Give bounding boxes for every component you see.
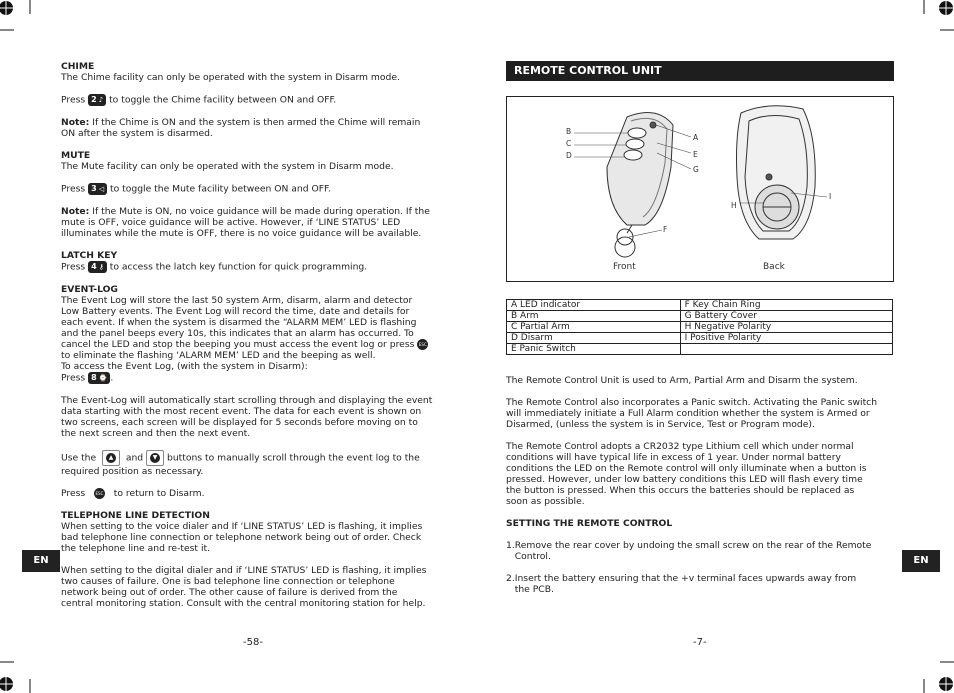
event-log-line: to eliminate the flashing ‘ALARM MEM’ LED and the beeping as well. — [61, 350, 376, 361]
page-number-right: -7- — [693, 637, 707, 648]
callout-e: E — [693, 150, 698, 159]
telephone-line: central monitoring station. Consult with the central monitoring station for help. — [61, 598, 426, 609]
section-header: REMOTE CONTROL UNIT — [506, 61, 894, 81]
back-caption: Back — [763, 262, 785, 272]
remote-front-drawing — [607, 113, 673, 258]
table-row: C Partial Arm H Negative Polarity — [507, 322, 893, 333]
legend-table — [506, 299, 893, 355]
body-paragraph: The Remote Control Unit is used to Arm, Partial Arm and Disarm the system. — [506, 375, 858, 386]
callout-g: G — [693, 165, 699, 174]
chime-press-line: Press 2 ♪ to toggle the Chime facility between ON and OFF. — [61, 94, 337, 106]
telephone-line: network being out of order. The other cause of failure is derived from the — [61, 587, 398, 598]
table-row: B Arm G Battery Cover — [507, 311, 893, 322]
telephone-line: the telephone line and re-test it. — [61, 543, 211, 554]
event-log-line: cancel the LED and stop the beeping you must access the event log or press ESC — [61, 339, 427, 350]
event-log-line: The Event Log will store the last 50 system Arm, disarm, alarm and detector — [61, 295, 413, 306]
callout-i: I — [829, 192, 832, 201]
event-log-line: Low Battery events. The Event Log will record the time, date and details for — [61, 306, 410, 317]
remote-illustration — [507, 97, 892, 280]
event-log-line: data starting with the most recent event. The data for each event is shown on — [61, 406, 422, 417]
chime-title: CHIME — [61, 61, 95, 72]
event-log-line: The Event-Log will automatically start scrolling through and displaying the event — [61, 395, 433, 406]
body-line: will immediately initiate a Full Alarm condition whether the system is Armed or — [506, 408, 870, 419]
key-2-icon: 2 ♪ — [88, 94, 106, 106]
chime-note: Note: If the Chime is ON and the system is then armed the Chime will remain — [61, 117, 421, 128]
event-log-use-line: Use the ▲ and ▼ buttons to manually scroll through the event log to the — [61, 450, 451, 466]
setting-title: SETTING THE REMOTE CONTROL — [506, 518, 673, 529]
event-log-line: and the panel beeps every 10s, this indicates that an alarm has occurred. To — [61, 328, 414, 339]
step-line: 2.Insert the battery ensuring that the +v terminal faces upwards away from — [506, 573, 857, 584]
remote-back-drawing — [737, 106, 816, 239]
callout-d: D — [566, 151, 572, 160]
right-page-column — [506, 375, 901, 595]
key-8-icon: 8 ⌚ — [88, 372, 110, 384]
latch-title: LATCH KEY — [61, 250, 118, 261]
left-page-column — [61, 61, 451, 609]
mute-intro: The Mute facility can only be operated with the system in Disarm mode. — [61, 161, 394, 172]
body-line: conditions the LED on the Remote control will only illuminate when a button is — [506, 463, 867, 474]
callout-c: C — [566, 139, 572, 148]
remote-figure — [506, 96, 894, 282]
table-row: E Panic Switch — [507, 344, 893, 355]
event-log-press-line: Press 8 ⌚ . — [61, 372, 114, 384]
language-tab-right: EN — [902, 550, 940, 572]
key-4-icon: 4 ⚷ — [88, 261, 107, 273]
down-arrow-key-icon: ▼ — [146, 450, 164, 466]
body-line: Disarmed, (unless the system is in Service, Test or Program mode). — [506, 419, 815, 430]
telephone-line: bad telephone line connection or telephone network being out of order. Check — [61, 532, 422, 543]
telephone-line: When setting to the digital dialer and if ‘LINE STATUS’ LED is flashing, it implies — [61, 565, 427, 576]
event-log-line: To access the Event Log, (with the system in Disarm): — [61, 361, 308, 372]
latch-press-line: Press 4 ⚷ to access the latch key function for quick programming. — [61, 261, 368, 273]
event-log-line: the next screen and then the next event. — [61, 428, 251, 439]
step-line: 1.Remove the rear cover by undoing the small screw on the rear of the Remote — [506, 540, 872, 551]
language-tab-left: EN — [22, 550, 60, 572]
esc-key-icon: ESC — [417, 339, 428, 350]
telephone-title: TELEPHONE LINE DETECTION — [61, 510, 210, 521]
telephone-line: two causes of failure. One is bad telephone line connection or telephone — [61, 576, 395, 587]
body-line: The Remote Control also incorporates a Panic switch. Activating the Panic switch — [506, 397, 878, 408]
up-arrow-key-icon: ▲ — [102, 450, 120, 466]
body-line: conditions will have typical life in excess of 1 year. Under normal battery — [506, 452, 841, 463]
chime-intro: The Chime facility can only be operated with the system in Disarm mode. — [61, 72, 400, 83]
table-row: A LED indicator F Key Chain Ring — [507, 300, 893, 311]
front-caption: Front — [613, 262, 636, 272]
callout-h: H — [731, 201, 737, 210]
table-row: D Disarm I Positive Polarity — [507, 333, 893, 344]
body-line: pressed. However, under low battery conditions this LED will flash every time — [506, 474, 863, 485]
page-number-left: -58- — [243, 637, 263, 648]
body-line: soon as possible. — [506, 496, 585, 507]
event-log-line: two screens, each screen will be displayed for 5 seconds before moving on to — [61, 417, 418, 428]
step-line: Control. — [506, 551, 551, 562]
mute-note-line2: mute is OFF, voice guidance will be active. However, if ‘LINE STATUS’ LED — [61, 217, 401, 228]
mute-note-line3: illuminates while the mute is OFF, there is no voice guidance will be available. — [61, 228, 422, 239]
event-log-title: EVENT-LOG — [61, 284, 118, 295]
mute-press-line: Press 3 ◁ to toggle the Mute facility between ON and OFF. — [61, 183, 331, 195]
key-3-icon: 3 ◁ — [88, 183, 107, 195]
event-log-return-line: Press ESC to return to Disarm. — [61, 488, 205, 499]
callout-f: F — [663, 225, 668, 234]
chime-note-line2: ON after the system is disarmed. — [61, 128, 213, 139]
callout-a: A — [693, 133, 699, 142]
callout-b: B — [566, 127, 572, 136]
event-log-line: each event. If when the system is disarmed the “ALARM MEM’ LED is flashing — [61, 317, 417, 328]
body-line: the button is pressed. When this occurs the batteries should be replaced as — [506, 485, 855, 496]
mute-title: MUTE — [61, 150, 91, 161]
event-log-line: required position as necessary. — [61, 466, 204, 477]
body-line: The Remote Control adopts a CR2032 type Lithium cell which under normal — [506, 441, 854, 452]
telephone-line: When setting to the voice dialer and If ‘LINE STATUS’ LED is flashing, it implies — [61, 521, 423, 532]
step-line: the PCB. — [506, 584, 554, 595]
esc-key-icon: ESC — [94, 488, 105, 499]
mute-note: Note: If the Mute is ON, no voice guidance will be made during operation. If the — [61, 206, 430, 217]
